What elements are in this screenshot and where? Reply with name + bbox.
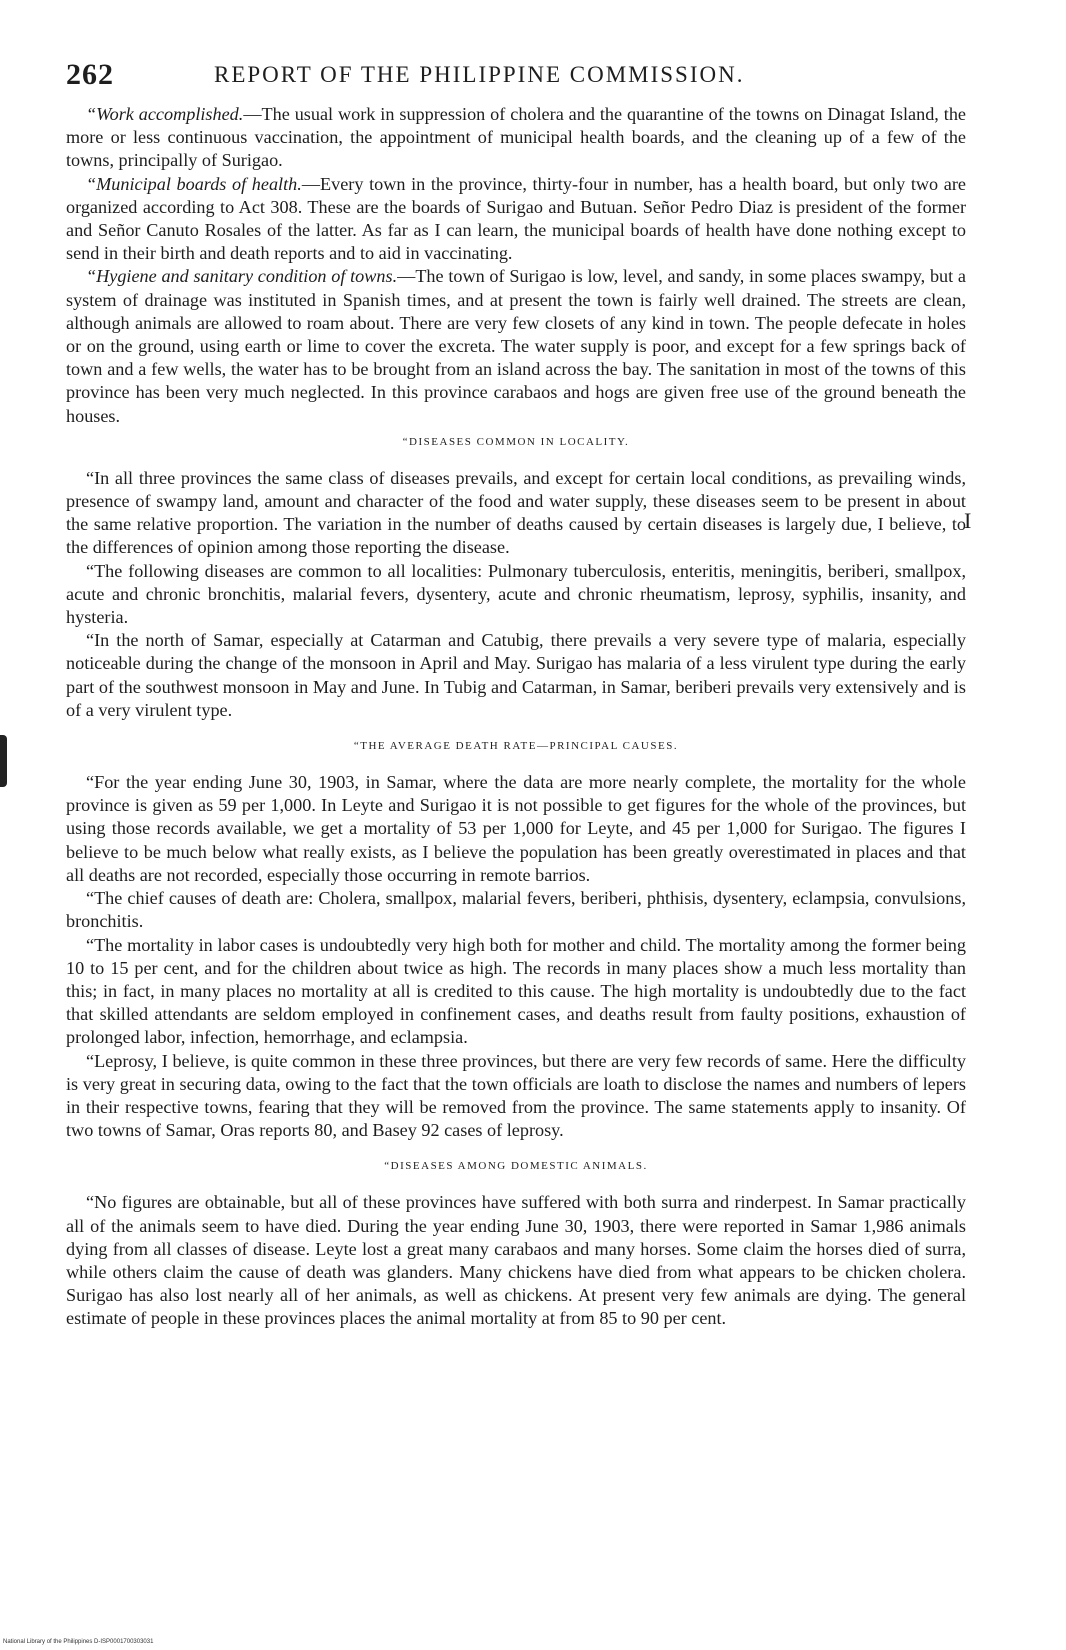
paragraph: [66, 887, 966, 933]
section-heading: “DISEASES COMMON IN LOCALITY.: [402, 435, 630, 448]
paragraph-text: “The following diseases are common to all localities: Pulmonary tuberculosis, enteritis, meningitis, beriberi, smallpox, acute and chronic bronchitis, malarial fevers, dysentery, acute and chronic rheumatism, leprosy, syphilis, insanity, and hysteria.: [66, 560, 966, 628]
scan-edge-mark: [0, 735, 7, 787]
paragraph: [66, 934, 966, 1050]
paragraph-lead: “Work accomplished.: [86, 104, 244, 124]
body-text: [66, 103, 966, 1331]
paragraph-text: “Leprosy, I believe, is quite common in these three provinces, but there are very few records of same. Here the difficulty is very great in securing data, owing to the fact that the town officials are loath to disclose the names and numbers of lepers in their respective towns, fearing that they will be removed from the province. The same statements apply to insanity. Of two towns of Samar, Oras reports 80, and Basey 92 cases of leprosy.: [66, 1050, 966, 1141]
paragraph: [66, 1191, 966, 1330]
page-number: 262: [66, 58, 114, 91]
paragraph-text: “In the north of Samar, especially at Catarman and Catubig, there prevails a very severe type of malaria, especially noticeable during the change of the monsoon in April and May. Surigao has malaria of a less virulent type during the early part of the southwest monsoon in May and June. In Tubig and Catarman, in Samar, beriberi prevails very extensively and is of a very virulent type.: [66, 630, 966, 720]
paragraph-text: —The town of Surigao is low, level, and sandy, in some places swampy, but a system of drainage was instituted in Spanish times, and at present the town is fairly well drained. The streets are clean, although animals are allowed to roam about. There are very few closets of any kind in town. The people defecate in holes or on the ground, using earth or lime to cover the excreta. The water supply is poor, and except for a few springs back of town and a few wells, the water has to be brought from an island across the bay. The sanitation in most of the towns of this province has been very much neglected. In this province carabaos and hogs are given free use of the ground beneath the houses.: [66, 266, 966, 426]
paragraph: [66, 629, 966, 722]
section-domestic-animals: [66, 1158, 966, 1330]
paragraph: [66, 771, 966, 887]
page-header: [66, 58, 966, 98]
paragraph-text: “The chief causes of death are: Cholera, smallpox, malarial fevers, beriberi, phthisis, dysentery, eclampsia, convulsions, bronchitis.: [66, 888, 966, 932]
paragraph-text: “The mortality in labor cases is undoubtedly very high both for mother and child. The mortality among the former being 10 to 15 per cent, and for the children about twice as high. The records in many places show a much less mortality than this; in fact, in many places no mortality at all is credited to this cause. The high mortality is undoubtedly due to the fact that skilled attendants are seldom employed in confinement cases, and deaths result from faulty positions, exhaustion of prolonged labor, infection, hemorrhage, and eclampsia.: [66, 934, 966, 1048]
running-title: REPORT OF THE PHILIPPINE COMMISSION.: [214, 62, 745, 87]
paragraph: [66, 265, 966, 427]
section-health-report: [66, 103, 966, 428]
paragraph: [66, 103, 966, 173]
margin-mark: I: [964, 508, 972, 533]
section-diseases-common: [66, 434, 966, 722]
section-heading: “THE AVERAGE DEATH RATE—PRINCIPAL CAUSES.: [353, 740, 679, 753]
paragraph-text: “No figures are obtainable, but all of these provinces have suffered with both surra and rinderpest. In Samar practically all of the animals seem to have died. During the year ending June 30, 1903, there were reported in Samar 1,986 animals dying from all classes of disease. Leyte lost a great many carabaos and many horses. Some claim the horses died of surra, while others claim the cause of death was glanders. Many chickens have died from what appears to be chicken cholera. Surigao has also lost nearly all of her animals, as well as chickens. At present very few animals are dying. The general estimate of people in these provinces places the animal mortality at from 85 to 90 per cent.: [66, 1192, 966, 1329]
paragraph-text: —Every town in the province, thirty-four in number, has a health board, but only two are organized according to Act 308. These are the boards of Surigao and Butuan. Señor Pedro Diaz is president of the former and Señor Canuto Rosales of the latter. As far as I can learn, the municipal boards of health have done nothing except to send in their birth and death reports and to aid in vaccinating.: [66, 173, 966, 264]
paragraph: [66, 1050, 966, 1143]
footer-note: National Library of the Philippines D-ISP0001700303031: [3, 1639, 154, 1645]
paragraph: [66, 173, 966, 266]
paragraph-text: “In all three provinces the same class of diseases prevails, and except for certain local conditions, as prevailing winds, presence of swampy land, amount and character of the food and water supply, these diseases seem to be present in about the same relative proportion. The variation in the number of deaths caused by certain diseases is largely due, I believe, to the differences of opinion among those reporting the disease.: [66, 467, 966, 558]
section-death-rate: [66, 738, 966, 1142]
paragraph-lead: “Municipal boards of health.: [86, 173, 302, 194]
section-heading: “DISEASES AMONG DOMESTIC ANIMALS.: [384, 1160, 648, 1173]
paragraph-text: —The usual work in suppression of cholera and the quarantine of the towns on Dinagat Island, the more or less continuous vaccination, the appointment of municipal health boards, and the cleaning up of a few of the towns, principally of Surigao.: [66, 104, 966, 171]
paragraph-text: “For the year ending June 30, 1903, in Samar, where the data are more nearly complete, the mortality for the whole province is given as 59 per 1,000. In Leyte and Surigao it is not possible to get figures for the whole of the provinces, but using those records available, we get a mortality of 53 per 1,000 for Leyte, and 45 per 1,000 for Surigao. The figures I believe to be much below what really exists, as I believe the population has been greatly overestimated in places and that all deaths are not recorded, especially those occurring in remote barrios.: [66, 772, 966, 885]
paragraph: [66, 560, 966, 630]
paragraph: [66, 467, 966, 560]
paragraph-lead: “Hygiene and sanitary condition of towns.: [86, 266, 398, 287]
